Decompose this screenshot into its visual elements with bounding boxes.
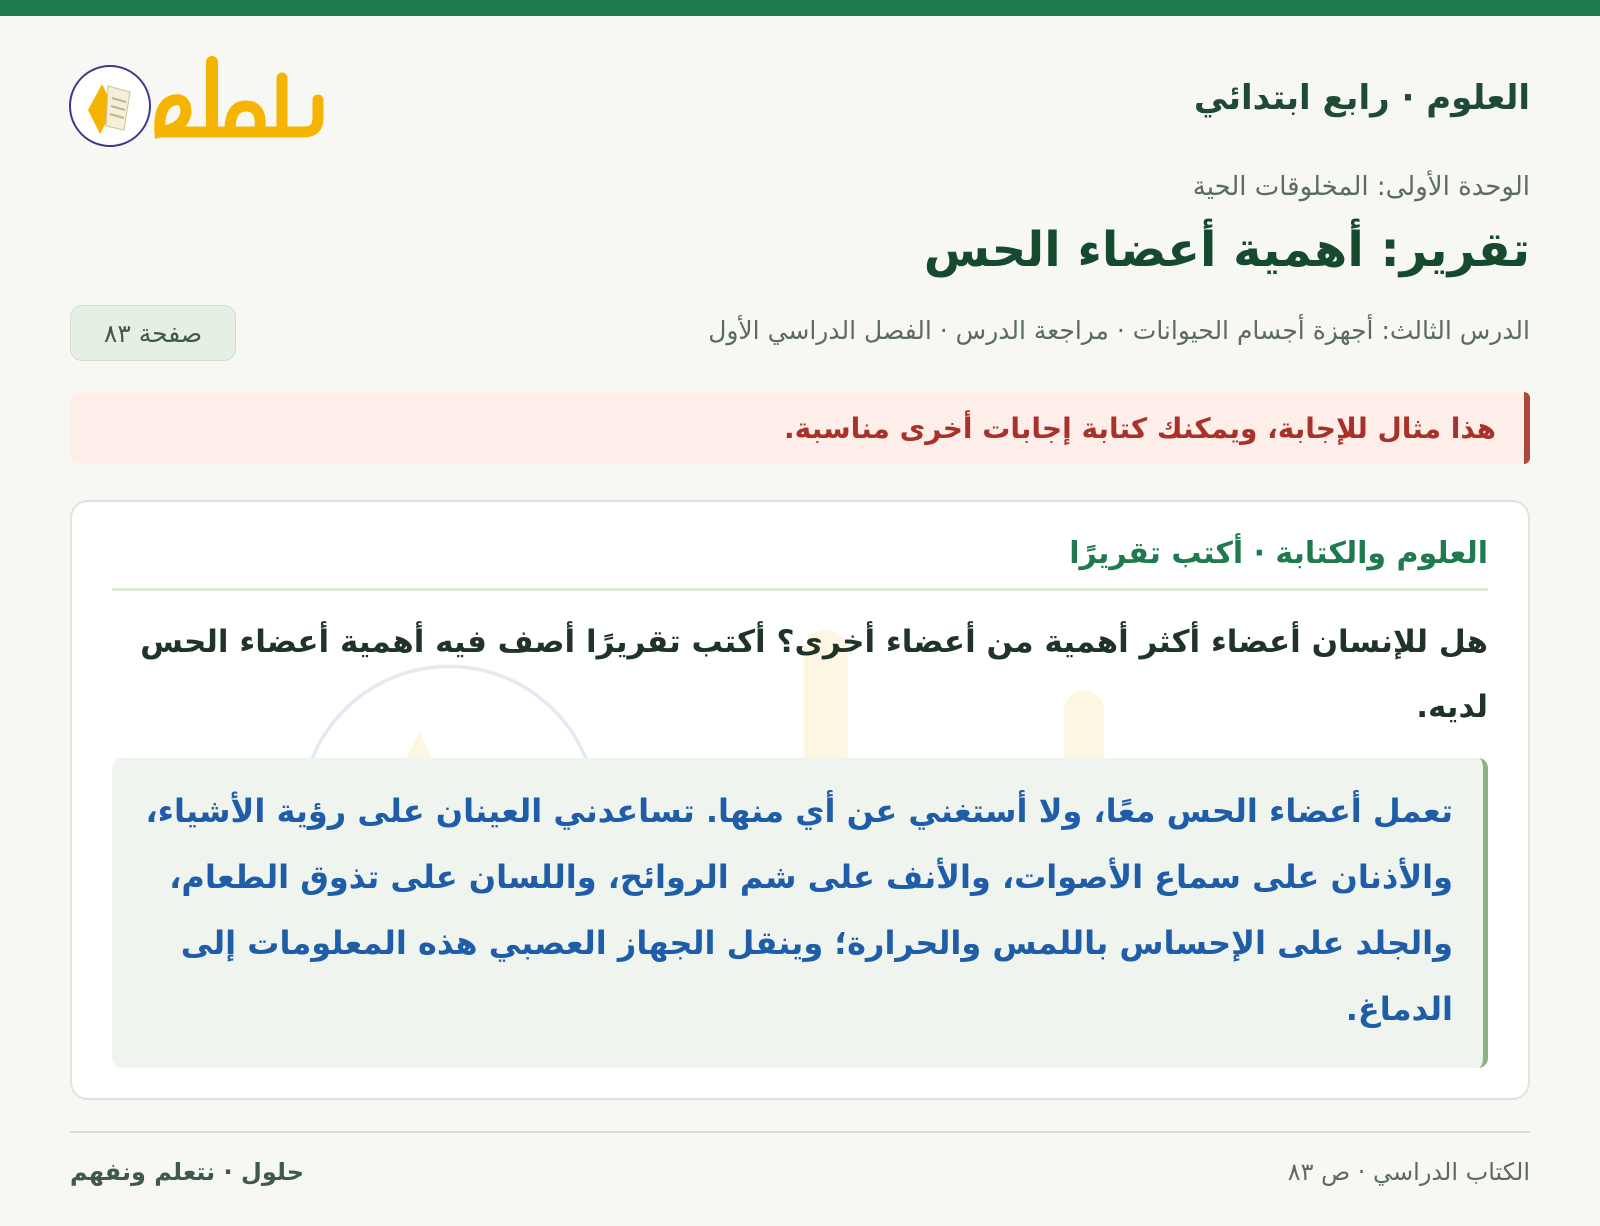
unit-label: الوحدة الأولى: المخلوقات الحية xyxy=(1192,172,1530,202)
page-number-badge: صفحة ٨٣ xyxy=(70,305,236,361)
footer-divider xyxy=(70,1131,1530,1133)
question-text: هل للإنسان أعضاء أكثر أهمية من أعضاء أخرى؟ أكتب تقريرًا أصف فيه أهمية أعضاء الحس لديه. xyxy=(140,624,1488,725)
card-divider xyxy=(112,588,1488,591)
hulul-logo-icon xyxy=(68,48,328,152)
notice-text: هذا مثال للإجابة، ويمكنك كتابة إجابات أخرى مناسبة. xyxy=(784,411,1496,445)
question-card xyxy=(70,500,1530,1100)
footer-book-reference: الكتاب الدراسي · ص ٨٣ xyxy=(1287,1158,1530,1186)
page-title: تقرير: أهمية أعضاء الحس xyxy=(923,222,1530,278)
answer-text: تعمل أعضاء الحس معًا، ولا أستغني عن أي منها. تساعدني العينان على رؤية الأشياء، والأذنان على سماع الأصوات، والأنف على شم الروائح، واللسان على تذوق الطعام، والجلد على الإحساس باللمس والحرارة؛ وينقل الجهاز العصبي هذه المعلومات إلى الدماغ. xyxy=(145,792,1453,1028)
lesson-breadcrumb: الدرس الثالث: أجهزة أجسام الحيوانات · مراجعة الدرس · الفصل الدراسي الأول xyxy=(708,316,1530,345)
site-logo[interactable] xyxy=(68,48,328,152)
footer-brand: حلول · نتعلم ونفهم xyxy=(70,1158,304,1186)
sample-answer-notice xyxy=(70,392,1530,464)
subject-grade-title: العلوم · رابع ابتدائي xyxy=(1193,78,1530,118)
answer-box xyxy=(112,758,1488,1068)
card-heading: العلوم والكتابة · أكتب تقريرًا xyxy=(1069,536,1488,571)
top-accent-bar xyxy=(0,0,1600,16)
